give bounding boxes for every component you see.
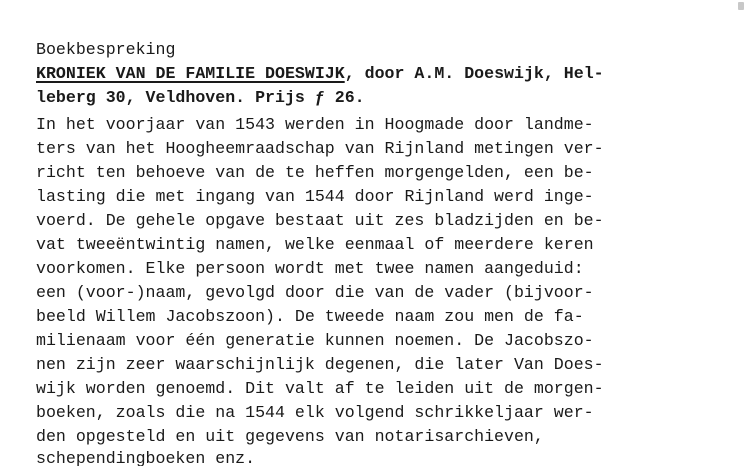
- body-line: ters van het Hoogheemraadschap van Rijnland metingen ver-: [36, 139, 604, 158]
- body-line: een (voor-)naam, gevolgd door die van de vader (bijvoor-: [36, 283, 594, 302]
- body-line: lasting die met ingang van 1544 door Rijnland werd inge-: [36, 187, 594, 206]
- book-byline-2: leberg 30, Veldhoven. Prijs ƒ 26.: [36, 88, 365, 107]
- body-line: milienaam voor één generatie kunnen noemen. De Jacobszo-: [36, 331, 594, 350]
- body-line: voerd. De gehele opgave bestaat uit zes bladzijden en be-: [36, 211, 604, 230]
- body-line: den opgesteld en uit gegevens van notarisarchieven,: [36, 427, 544, 446]
- body-line: beeld Willem Jacobszoon). De tweede naam zou men de fa-: [36, 307, 584, 326]
- section-label: Boekbespreking: [36, 40, 176, 59]
- body-line: wijk worden genoemd. Dit valt af te leiden uit de morgen-: [36, 379, 604, 398]
- body-line: voorkomen. Elke persoon wordt met twee namen aangeduid:: [36, 259, 584, 278]
- body-line: schependingboeken enz.: [36, 449, 256, 466]
- body-line: richt ten behoeve van de te heffen morgengelden, een be-: [36, 163, 594, 182]
- body-line: In het voorjaar van 1543 werden in Hoogmade door landme-: [36, 115, 594, 134]
- book-heading-line-1: [36, 62, 604, 86]
- scan-mark: [738, 2, 744, 10]
- body-line: vat tweeëntwintig namen, welke eenmaal of meerdere keren: [36, 235, 594, 254]
- body-line: nen zijn zeer waarschijnlijk degenen, die later Van Does-: [36, 355, 604, 374]
- book-byline-1: , door A.M. Doeswijk, Hel-: [344, 64, 604, 83]
- book-title: KRONIEK VAN DE FAMILIE DOESWIJK: [36, 64, 345, 83]
- body-line: boeken, zoals die na 1544 elk volgend schrikkeljaar wer-: [36, 403, 594, 422]
